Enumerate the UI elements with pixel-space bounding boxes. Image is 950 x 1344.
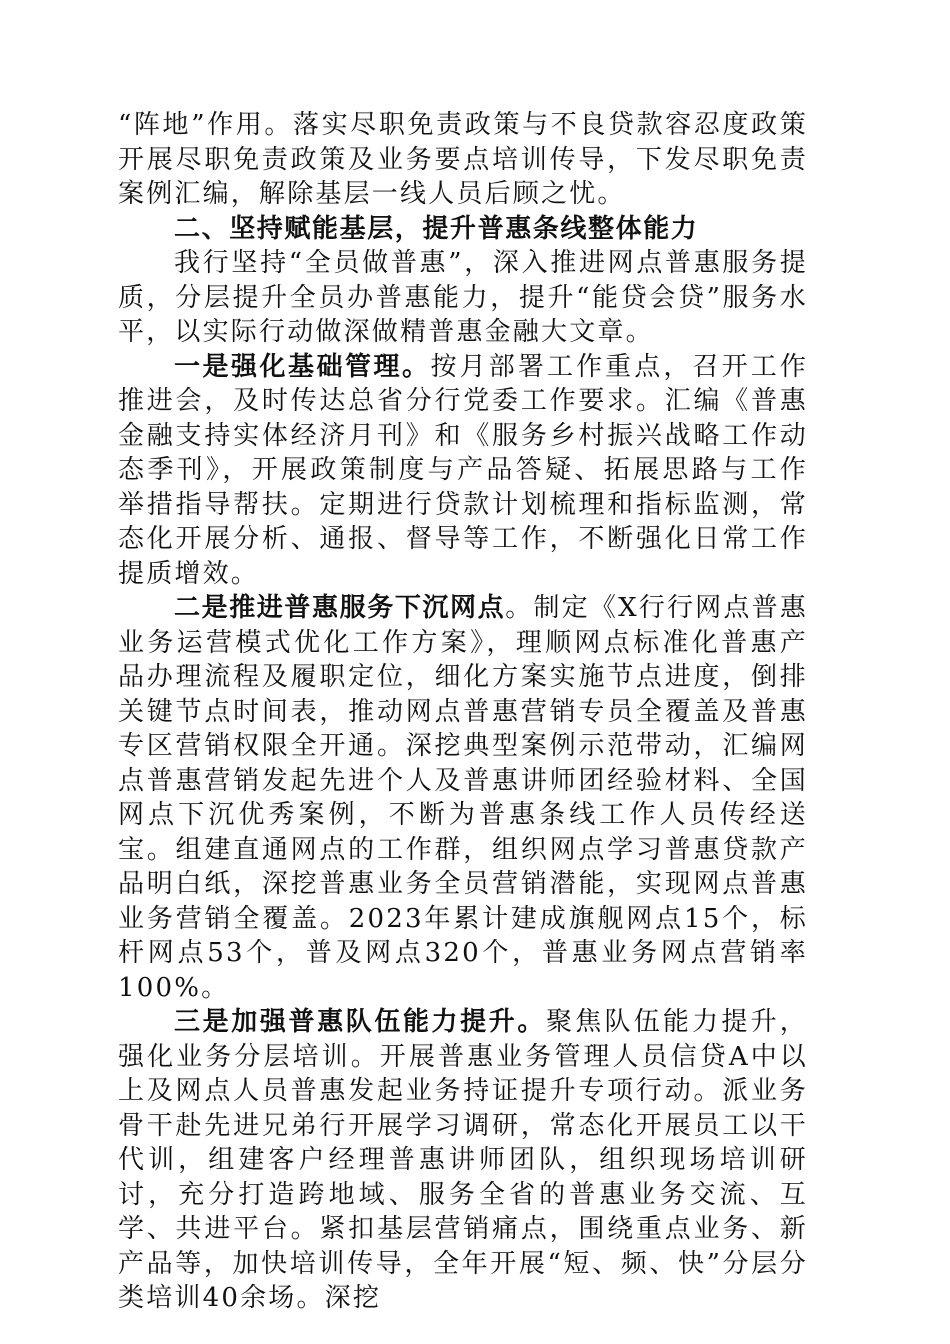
paragraph-item-2 bbox=[118, 591, 808, 1005]
paragraph-text: 我行坚持“全员做普惠”，深入推进网点普惠服务提质，分层提升全员办普惠能力，提升“能贷会贷”服务水平，以实际行动做深做精普惠金融大文章。 bbox=[118, 248, 808, 347]
paragraph-text: 。制定《X行行网点普惠业务运营模式优化工作方案》，理顺网点标准化普惠产品办理流程及履职定位，细化方案实施节点进度，倒排关键节点时间表，推动网点普惠营销专员全覆盖及普惠专区营销权限全开通。深挖典型案例示范带动，汇编网点普惠营销发起先进个人及普惠讲师团经验材料、全国网点下沉优秀案例，不断为普惠条线工作人员传经送宝。组建直通网点的工作群，组织网点学习普惠贷款产品明白纸，深挖普惠业务全员营销潜能，实现网点普惠业务营销全覆盖。2023年累计建成旗舰网点15个，标杆网点53个，普及网点320个，普惠业务网点营销率100%。 bbox=[118, 593, 808, 1003]
paragraph-lead: 二是推进普惠服务下沉网点 bbox=[174, 593, 506, 623]
paragraph-text: 按月部署工作重点，召开工作推进会，及时传达总省分行党委工作要求。汇编《普惠金融支持实体经济月刊》和《服务乡村振兴战略工作动态季刊》，开展政策制度与产品答疑、拓展思路与工作举措指导帮扶。定期进行贷款计划梳理和指标监测，常态化开展分析、通报、督导等工作，不断强化日常工作提质增效。 bbox=[118, 351, 808, 589]
paragraph-continuation bbox=[118, 108, 808, 212]
paragraph-text: “阵地”作用。落实尽职免责政策与不良贷款容忍度政策开展尽职免责政策及业务要点培训传导，下发尽职免责案例汇编，解除基层一线人员后顾之忧。 bbox=[118, 110, 808, 209]
paragraph-item-1 bbox=[118, 350, 808, 592]
document-body bbox=[118, 108, 808, 1316]
paragraph-item-3 bbox=[118, 1005, 808, 1316]
paragraph-text: 聚焦队伍能力提升，强化业务分层培训。开展普惠业务管理人员信贷A中以上及网点人员普惠发起业务持证提升专项行动。派业务骨干赴先进兄弟行开展学习调研，常态化开展员工以干代训，组建客户经理普惠讲师团队，组织现场培训研讨，充分打造跨地域、服务全省的普惠业务交流、互学、共进平台。紧扣基层营销痛点，围绕重点业务、新产品等，加快培训传导，全年开展“短、频、快”分层分类培训40余场。深挖 bbox=[118, 1007, 808, 1313]
paragraph-lead: 一是强化基础管理。 bbox=[174, 351, 431, 382]
section-heading bbox=[118, 212, 808, 247]
heading-text: 二、坚持赋能基层，提升普惠条线整体能力 bbox=[174, 213, 699, 244]
paragraph-lead: 三是加强普惠队伍能力提升。 bbox=[174, 1007, 547, 1037]
paragraph-intro bbox=[118, 246, 808, 350]
